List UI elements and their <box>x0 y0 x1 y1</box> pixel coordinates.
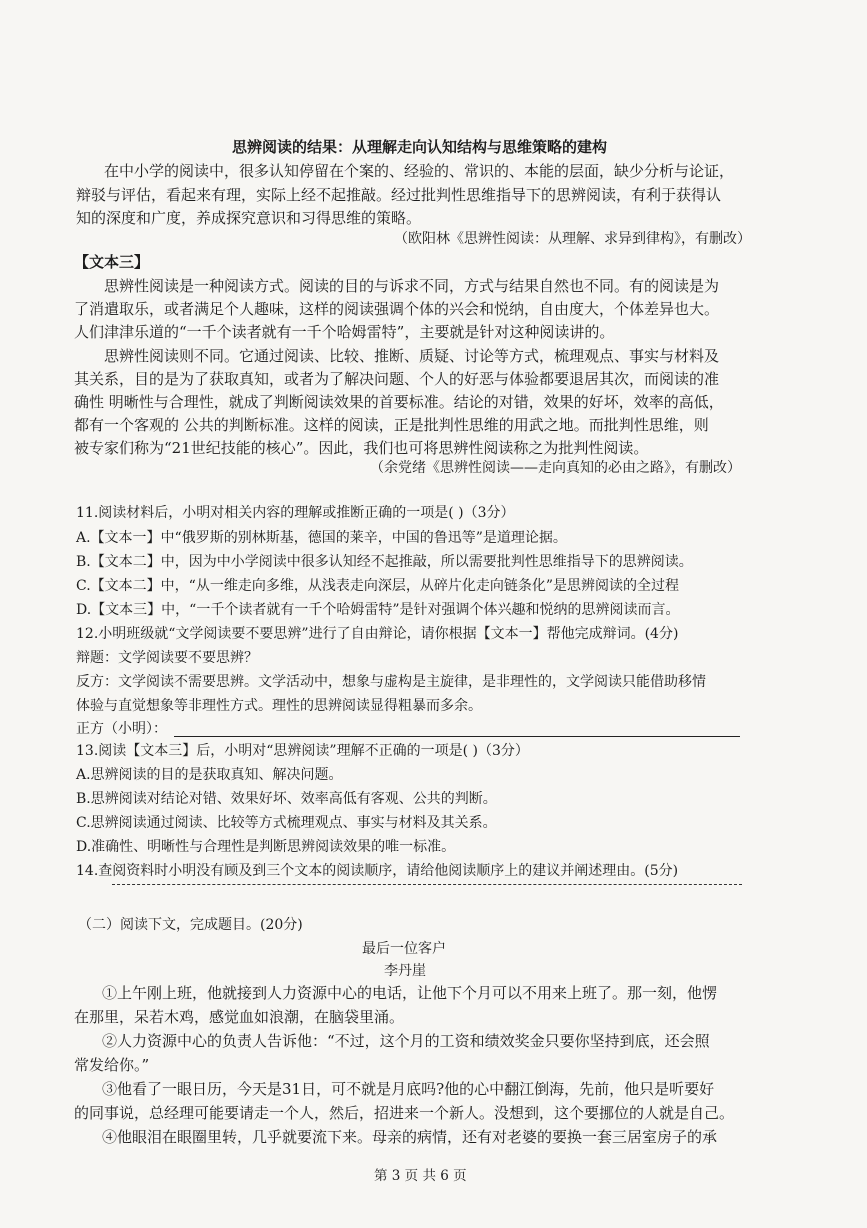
paragraph-line: ①上午刚上班，他就接到人力资源中心的电话，让他下个月可以不用来上班了。那一刻，他愣 <box>102 984 718 1002</box>
paragraph-line: 在那里，呆若木鸡，感觉血如浪潮，在脑袋里涌。 <box>74 1008 405 1026</box>
paragraph-line: 在中小学的阅读中，很多认知停留在个案的、经验的、常识的、本能的层面，缺少分析与论证， <box>104 162 735 180</box>
paragraph-line: 的同事说，总经理可能要请走一个人，然后，招进来一个新人。没想到，这个要挪位的人就是自己。 <box>74 1104 735 1122</box>
question-11-option-b: B.【文本二】中，因为中小学阅读中很多认知经不起推敲，所以需要批判性思维指导下的思辨阅读。 <box>76 554 693 570</box>
question-13-option-c: C.思辨阅读通过阅读、比较等方式梳理观点、事实与材料及其关系。 <box>76 815 497 831</box>
paragraph-line: ②人力资源中心的负责人告诉他：“不过，这个月的工资和绩效奖金只要你坚持到底，还会照 <box>102 1032 710 1050</box>
question-11-option-a: A.【文本一】中“俄罗斯的别林斯基，德国的莱辛，中国的鲁迅等”是道理论据。 <box>76 530 567 546</box>
question-14-stem: 14.查阅资料时小明没有顾及到三个文本的阅读顺序，请给他阅读顺序上的建议并阐述理由。(5分) <box>76 863 679 879</box>
paragraph-line: 其关系，目的是为了获取真知，或者为了解决问题、个人的好恶与体验都要退居其次，而阅读的准 <box>74 370 720 388</box>
pro-label: 正方（小明）： <box>76 721 167 737</box>
question-13-option-d: D.准确性、明晰性与合理性是判断思辨阅读效果的唯一标准。 <box>76 839 456 855</box>
story-author: 李丹崖 <box>384 963 426 979</box>
question-11-option-c: C.【文本二】中，“从一维走向多维，从浅表走向深层，从碎片化走向链条化”是思辨阅读的全过程 <box>76 578 679 594</box>
story-title: 最后一位客户 <box>362 941 446 957</box>
paragraph-line: 都有一个客观的 公共的判断标准。这样的阅读，正是批判性思维的用武之地。而批判性思维，则 <box>74 416 709 434</box>
paragraph-line: 思辨性阅读则不同。它通过阅读、比较、推断、质疑、讨论等方式，梳理观点、事实与材料及 <box>104 347 720 365</box>
question-11-option-d: D.【文本三】中，“一千个读者就有一千个哈姆雷特”是针对强调个体兴趣和悦纳的思辨阅读而言。 <box>76 602 680 618</box>
source-citation: （欧阳林《思辨性阅读：从理解、求异到律构》，有删改） <box>394 231 751 247</box>
answer-line[interactable] <box>174 736 740 737</box>
source-citation: （余党绪《思辨性阅读——走向真知的必由之路》，有删改） <box>370 460 741 476</box>
section-title: 思辨阅读的结果：从理解走向认知结构与思维策略的建构 <box>232 138 608 156</box>
paragraph-line: 被专家们称为“21世纪技能的核心”。因此，我们也可将思辨性阅读称之为批判性阅读。 <box>74 439 649 457</box>
debate-topic: 辩题：文学阅读要不要思辨？ <box>76 650 258 666</box>
paragraph-line: 常发给你。” <box>74 1056 150 1074</box>
paragraph-line: 了消遣取乐，或者满足个人趣味，这样的阅读强调个体的兴会和悦纳，自由度大，个体差异也大。 <box>74 300 720 318</box>
paragraph-line: ④他眼泪在眼圈里转，几乎就要流下来。母亲的病情，还有对老婆的要换一套三居室房子的承 <box>102 1128 718 1146</box>
question-11-stem: 11.阅读材料后，小明对相关内容的理解或推断正确的一项是( )（3分） <box>76 505 515 521</box>
answer-line[interactable] <box>112 884 742 885</box>
question-13-stem: 13.阅读【文本三】后，小明对“思辨阅读”理解不正确的一项是( )（3分） <box>76 743 529 759</box>
con-argument-line: 体验与直觉想象等非理性方式。理性的思辨阅读显得粗暴而多余。 <box>76 698 482 714</box>
text3-heading: 【文本三】 <box>74 253 150 271</box>
part2-heading: （二）阅读下文，完成题目。(20分) <box>78 917 303 933</box>
paragraph-line: 人们津津乐道的“一千个读者就有一千个哈姆雷特”，主要就是针对这种阅读讲的。 <box>74 323 615 341</box>
paragraph-line: 辩驳与评估，看起来有理，实际上经不起推敲。经过批判性思维指导下的思辨阅读，有利于获得认 <box>76 186 722 204</box>
page-number: 第 3 页 共 6 页 <box>374 1168 467 1184</box>
paragraph-line: 确性 明晰性与合理性，就成了判断阅读效果的首要标准。结论的对错，效果的好坏，效率的高低， <box>74 393 724 411</box>
con-argument-line: 反方：文学阅读不需要思辨。文学活动中，想象与虚构是主旋律，是非理性的，文学阅读只能借助移情 <box>76 674 706 690</box>
question-13-option-b: B.思辨阅读对结论对错、效果好坏、效率高低有客观、公共的判断。 <box>76 791 497 807</box>
question-12-stem: 12.小明班级就“文学阅读要不要思辨”进行了自由辩论，请你根据【文本一】帮他完成辩词。(4分) <box>76 626 679 642</box>
paragraph-line: ③他看了一眼日历，今天是31日，可不就是月底吗?他的心中翻江倒海，先前，他只是听要好 <box>102 1080 715 1098</box>
paragraph-line: 思辨性阅读是一种阅读方式。阅读的目的与诉求不同，方式与结果自然也不同。有的阅读是为 <box>104 277 720 295</box>
question-13-option-a: A.思辨阅读的目的是获取真知、解决问题。 <box>76 767 343 783</box>
paragraph-line: 知的深度和广度，养成探究意识和习得思维的策略。 <box>76 209 422 227</box>
